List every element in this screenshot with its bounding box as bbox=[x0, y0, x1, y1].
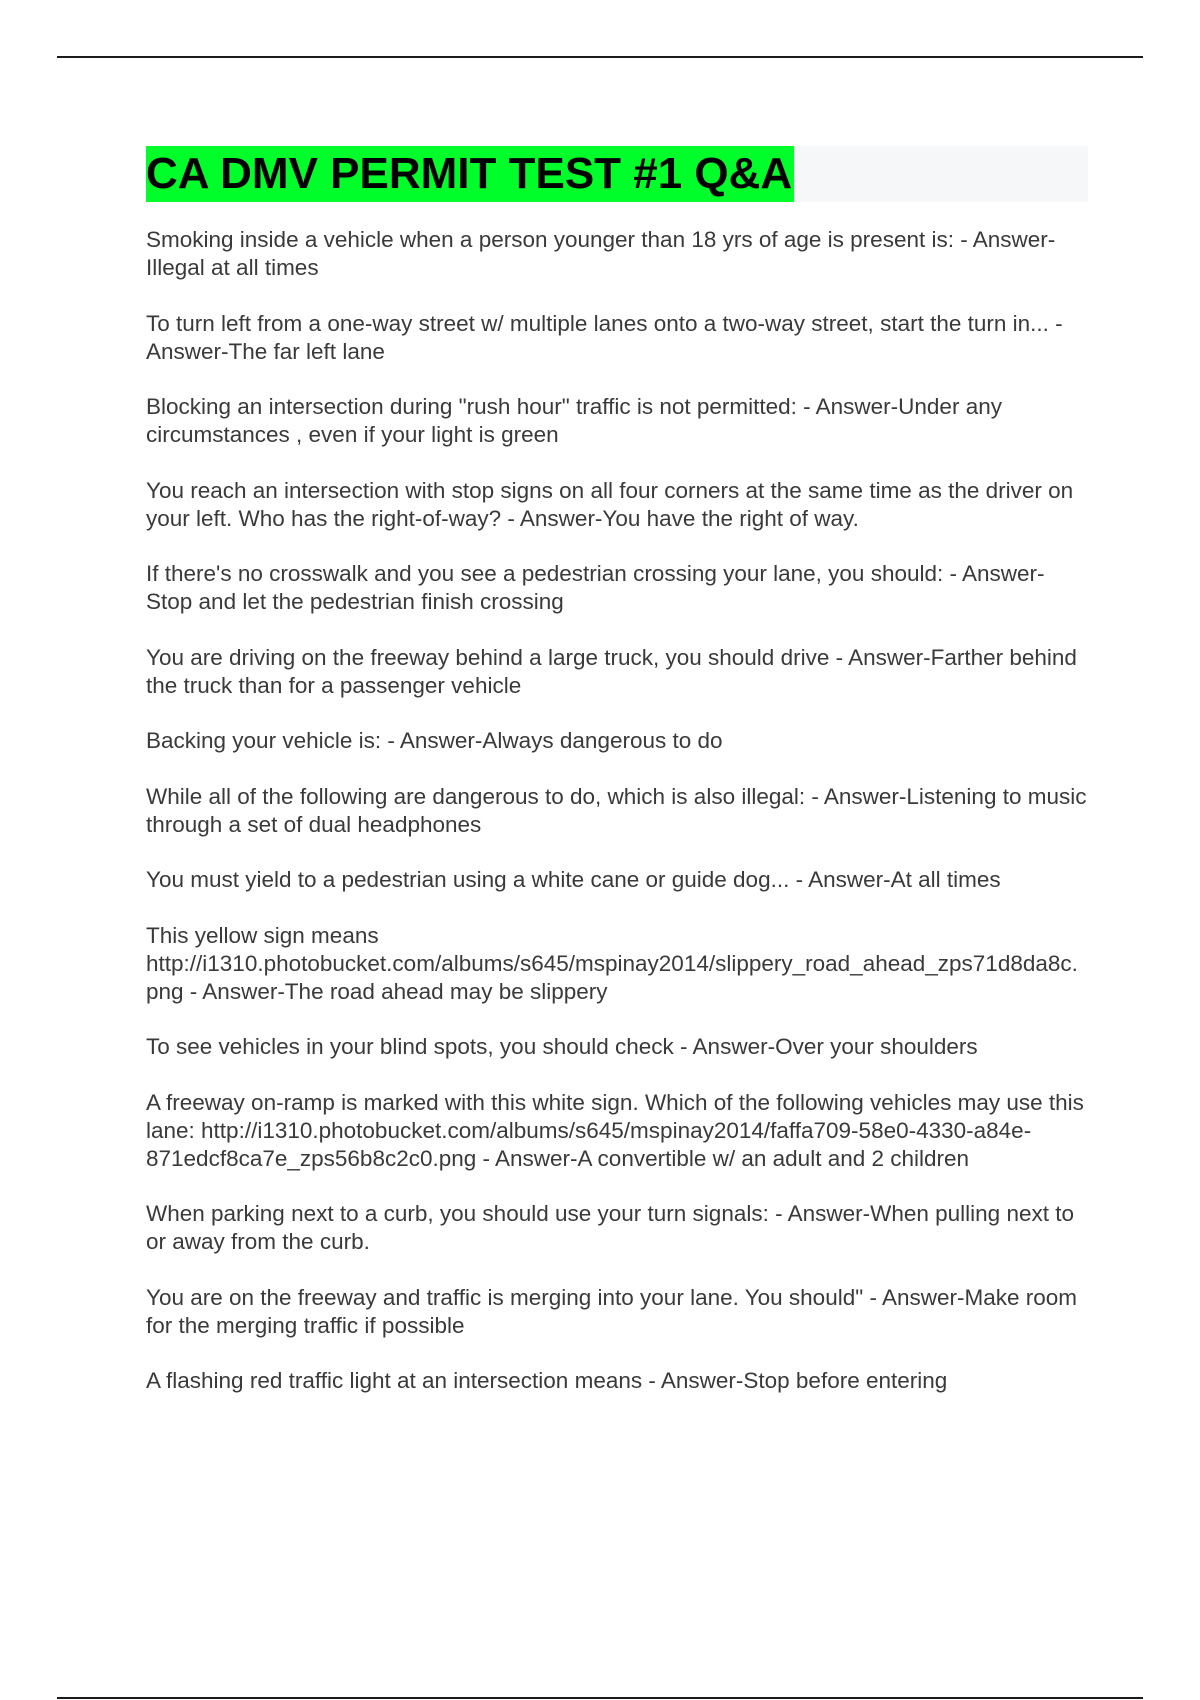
qa-item: You are driving on the freeway behind a large truck, you should drive - Answer-Farther behind the truck than for a passenger vehicle bbox=[146, 644, 1077, 698]
qa-item: To turn left from a one-way street w/ multiple lanes onto a two-way street, start the turn in... - Answer-The far left lane bbox=[146, 310, 1063, 364]
qa-item: A flashing red traffic light at an intersection means - Answer-Stop before entering bbox=[146, 1368, 948, 1393]
qa-list bbox=[146, 226, 1088, 1395]
qa-item: Blocking an intersection during "rush hour" traffic is not permitted: - Answer-Under any circumstances , even if your light is green bbox=[146, 394, 1002, 447]
qa-item: While all of the following are dangerous to do, which is also illegal: - Answer-Listening to music through a set of dual headphones bbox=[146, 783, 1087, 837]
qa-item: If there's no crosswalk and you see a pedestrian crossing your lane, you should: - Answer-Stop and let the pedestrian finish crossing bbox=[146, 561, 1045, 614]
qa-item: You are on the freeway and traffic is merging into your lane. You should" - Answer-Make room for the merging traffic if possible bbox=[146, 1284, 1078, 1338]
qa-item: You must yield to a pedestrian using a white cane or guide dog... - Answer-At all times bbox=[146, 867, 1001, 892]
title-bar bbox=[146, 146, 1088, 202]
qa-item: A freeway on-ramp is marked with this white sign. Which of the following vehicles may use this lane: http://i1310.photobucket.com/albums/s645/mspinay2014/faffa709-58e0-4330-a84e-871edcf8ca7e_zps56b8c2c0.png - Answer-A convertible w/ an adult and 2 children bbox=[146, 1089, 1084, 1171]
document-body bbox=[146, 146, 1088, 1423]
top-rule bbox=[57, 56, 1143, 58]
qa-item: This yellow sign means http://i1310.photobucket.com/albums/s645/mspinay2014/slippery_road_ahead_zps71d8da8c.png - Answer-The road ahead may be slippery bbox=[146, 922, 1078, 1004]
qa-item: You reach an intersection with stop signs on all four corners at the same time as the driver on your left. Who has the right-of-way? - Answer-You have the right of way. bbox=[146, 477, 1074, 531]
document-title: CA DMV PERMIT TEST #1 Q&A bbox=[146, 146, 794, 202]
bottom-rule bbox=[57, 1697, 1143, 1699]
qa-item: Smoking inside a vehicle when a person younger than 18 yrs of age is present is: - Answer-Illegal at all times bbox=[146, 227, 1056, 280]
qa-item: When parking next to a curb, you should use your turn signals: - Answer-When pulling next to or away from the curb. bbox=[146, 1201, 1074, 1254]
qa-item: Backing your vehicle is: - Answer-Always dangerous to do bbox=[146, 728, 723, 753]
qa-item: To see vehicles in your blind spots, you should check - Answer-Over your shoulders bbox=[146, 1034, 978, 1059]
